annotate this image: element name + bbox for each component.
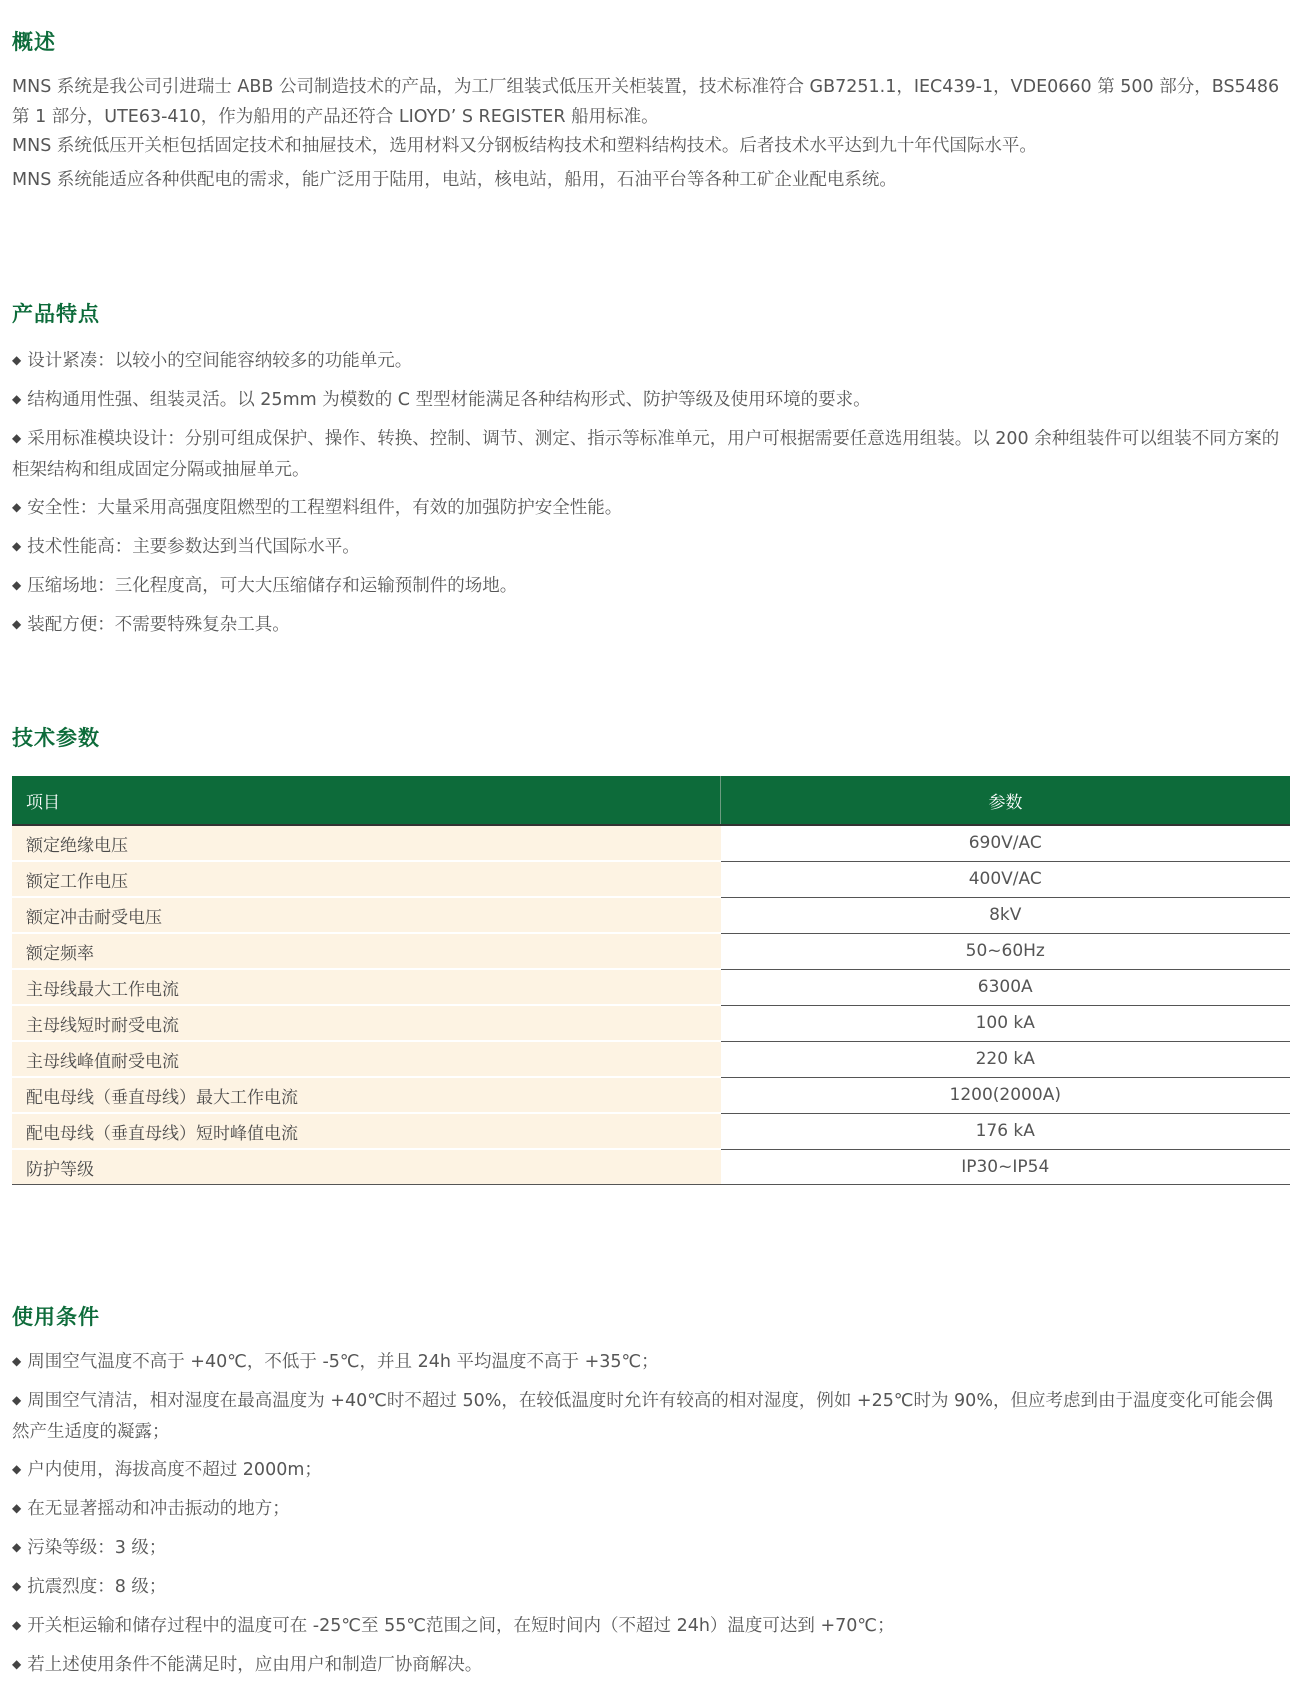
- list-item: ◆ 技术性能高：主要参数达到当代国际水平。: [12, 537, 360, 557]
- bullet-icon: ◆: [12, 1462, 22, 1476]
- bullet-icon: ◆: [12, 617, 22, 631]
- spec-item: 额定工作电压: [12, 861, 721, 897]
- bullet-icon: ◆: [12, 500, 22, 514]
- column-header-param: 参数: [721, 776, 1291, 825]
- spec-value: 400V/AC: [721, 861, 1291, 897]
- spec-value: 8kV: [721, 897, 1291, 933]
- table-row: [12, 861, 1290, 897]
- spec-item: 主母线峰值耐受电流: [12, 1041, 721, 1077]
- table-row: [12, 825, 1290, 861]
- spec-item: 额定绝缘电压: [12, 825, 721, 861]
- list-item: ◆ 户内使用，海拔高度不超过 2000m；: [12, 1460, 322, 1480]
- spec-value: 1200(2000A): [721, 1077, 1291, 1113]
- overview-paragraph-3: MNS 系统能适应各种供配电的需求，能广泛用于陆用，电站，核电站，船用，石油平台等各种工矿企业配电系统。: [12, 170, 897, 190]
- overview-paragraph-2: MNS 系统低压开关柜包括固定技术和抽屉技术，选用材料又分钢板结构技术和塑料结构技术。后者技术水平达到九十年代国际水平。: [12, 136, 1037, 156]
- features-list: [12, 346, 1290, 641]
- list-item: ◆ 开关柜运输和储存过程中的温度可在 -25℃至 55℃范围之间，在短时间内（不超过 24h）温度可达到 +70℃；: [12, 1616, 895, 1636]
- list-item: ◆ 周围空气清洁，相对湿度在最高温度为 +40℃时不超过 50%，在较低温度时允许有较高的相对湿度，例如 +25℃时为 90%，但应考虑到由于温度变化可能会偶然产生适度的凝露；: [12, 1391, 1273, 1442]
- spec-item: 额定频率: [12, 933, 721, 969]
- bullet-icon: ◆: [12, 431, 22, 445]
- table-row: [12, 1005, 1290, 1041]
- list-item: ◆ 周围空气温度不高于 +40℃，不低于 -5℃，并且 24h 平均温度不高于 +35℃；: [12, 1352, 659, 1372]
- section-title-features: 产品特点: [12, 302, 100, 326]
- bullet-icon: ◆: [12, 1540, 22, 1554]
- bullet-icon: ◆: [12, 539, 22, 553]
- list-item: ◆ 若上述使用条件不能满足时，应由用户和制造厂协商解决。: [12, 1655, 483, 1675]
- bullet-icon: ◆: [12, 1657, 22, 1671]
- spec-value: 176 kA: [721, 1113, 1291, 1149]
- list-item: ◆ 采用标准模块设计：分别可组成保护、操作、转换、控制、调节、测定、指示等标准单元，用户可根据需要任意选用组装。以 200 余种组装件可以组装不同方案的柜架结构和组成固定分隔或抽屉单元。: [12, 429, 1280, 480]
- spec-value: 100 kA: [721, 1005, 1291, 1041]
- list-item: ◆ 设计紧凑：以较小的空间能容纳较多的功能单元。: [12, 351, 413, 371]
- table-row: [12, 1041, 1290, 1077]
- spec-value: 6300A: [721, 969, 1291, 1005]
- spec-value: 690V/AC: [721, 825, 1291, 861]
- table-row: [12, 897, 1290, 933]
- spec-item: 防护等级: [12, 1149, 721, 1185]
- section-title-overview: 概述: [12, 30, 56, 54]
- section-title-conditions: 使用条件: [12, 1305, 100, 1329]
- table-row: [12, 1077, 1290, 1113]
- column-header-item: 项目: [12, 776, 721, 825]
- bullet-icon: ◆: [12, 578, 22, 592]
- list-item: ◆ 压缩场地：三化程度高，可大大压缩储存和运输预制件的场地。: [12, 576, 518, 596]
- spec-item: 配电母线（垂直母线）最大工作电流: [12, 1077, 721, 1113]
- bullet-icon: ◆: [12, 392, 22, 406]
- bullet-icon: ◆: [12, 353, 22, 367]
- bullet-icon: ◆: [12, 1501, 22, 1515]
- bullet-icon: ◆: [12, 1579, 22, 1593]
- bullet-icon: ◆: [12, 1393, 22, 1407]
- spec-value: 50~60Hz: [721, 933, 1291, 969]
- spec-item: 配电母线（垂直母线）短时峰值电流: [12, 1113, 721, 1149]
- spec-item: 主母线短时耐受电流: [12, 1005, 721, 1041]
- bullet-icon: ◆: [12, 1354, 22, 1368]
- conditions-list: [12, 1347, 1290, 1681]
- spec-item: 主母线最大工作电流: [12, 969, 721, 1005]
- spec-item: 额定冲击耐受电压: [12, 897, 721, 933]
- list-item: ◆ 污染等级：3 级；: [12, 1538, 167, 1558]
- spec-table: [12, 776, 1290, 1185]
- table-header-row: [12, 776, 1290, 825]
- spec-value: 220 kA: [721, 1041, 1291, 1077]
- overview-paragraph-1: MNS 系统是我公司引进瑞士 ABB 公司制造技术的产品，为工厂组装式低压开关柜装置，技术标准符合 GB7251.1，IEC439-1，VDE0660 第 500 部分，BS5486 第 1 部分，UTE63-410，作为船用的产品还符合 LIOYD’ S REGISTER 船用标准。: [12, 77, 1280, 127]
- table-row: [12, 1149, 1290, 1185]
- table-row: [12, 1113, 1290, 1149]
- spec-value: IP30~IP54: [721, 1149, 1291, 1185]
- bullet-icon: ◆: [12, 1618, 22, 1632]
- list-item: ◆ 安全性：大量采用高强度阻燃型的工程塑料组件，有效的加强防护安全性能。: [12, 498, 623, 518]
- list-item: ◆ 抗震烈度：8 级；: [12, 1577, 167, 1597]
- list-item: ◆ 结构通用性强、组装灵活。以 25mm 为模数的 C 型型材能满足各种结构形式、防护等级及使用环境的要求。: [12, 390, 871, 410]
- section-title-specs: 技术参数: [12, 726, 100, 750]
- list-item: ◆ 装配方便：不需要特殊复杂工具。: [12, 615, 290, 635]
- list-item: ◆ 在无显著摇动和冲击振动的地方；: [12, 1499, 290, 1519]
- table-row: [12, 969, 1290, 1005]
- table-row: [12, 933, 1290, 969]
